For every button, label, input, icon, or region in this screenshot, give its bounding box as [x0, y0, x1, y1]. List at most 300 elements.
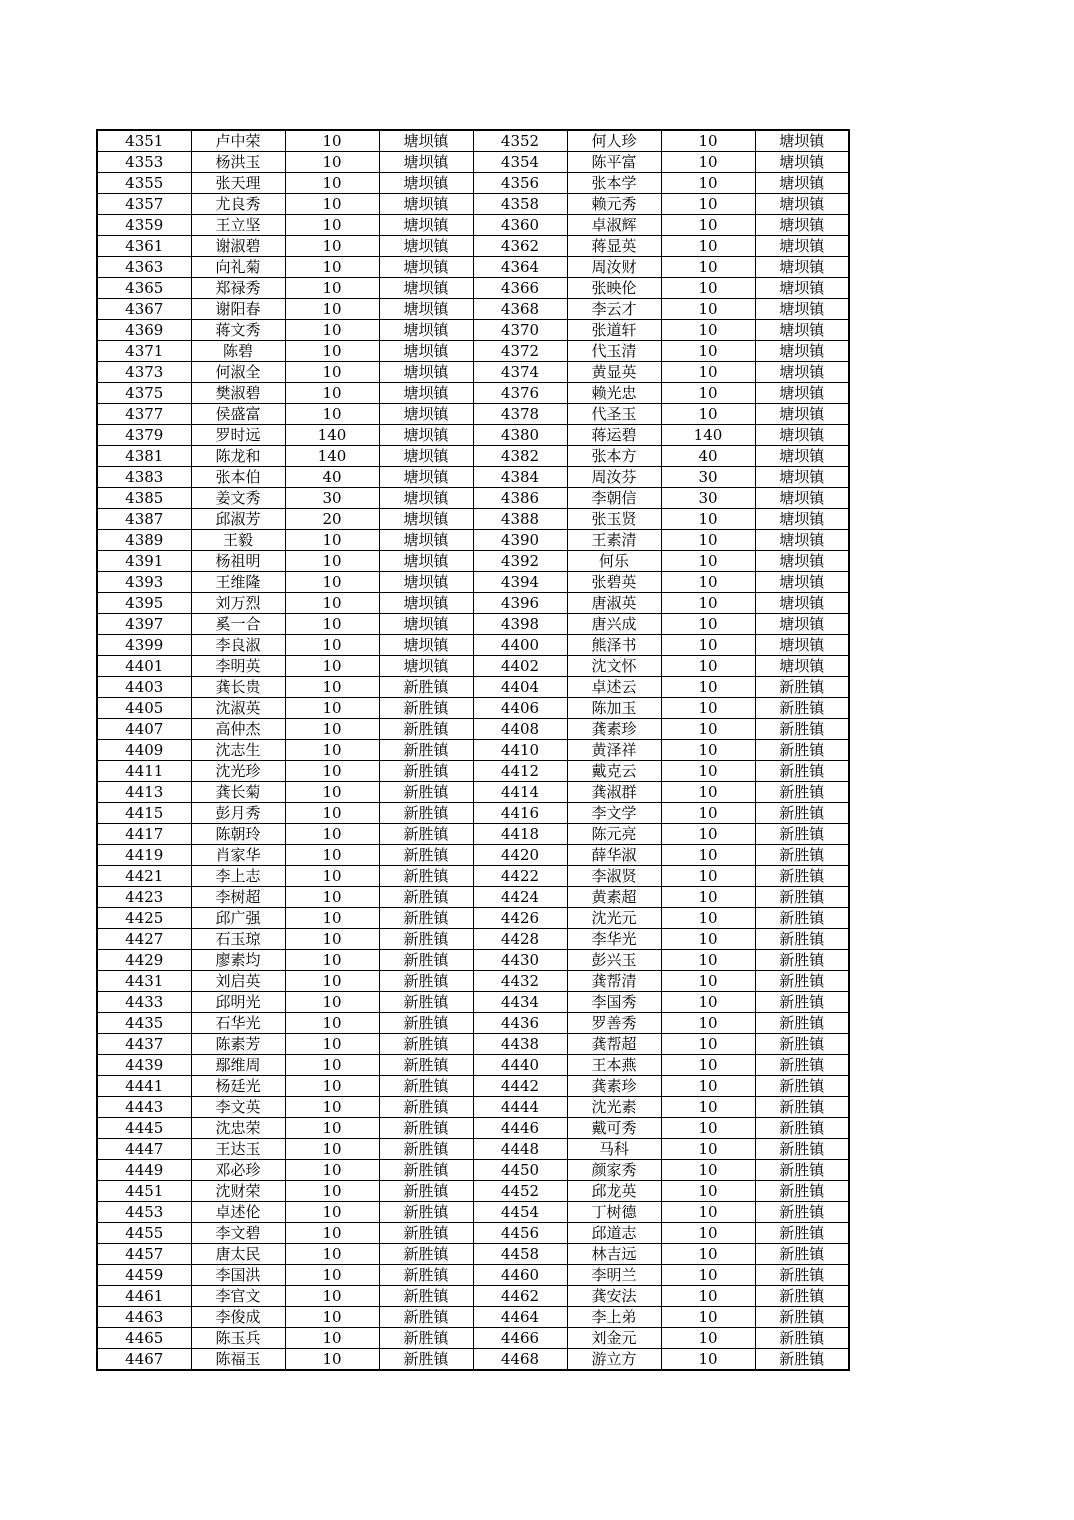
town-cell: 新胜镇 [379, 1265, 473, 1286]
serial-number-cell: 4424 [473, 887, 567, 908]
town-cell: 新胜镇 [755, 1202, 849, 1223]
amount-cell: 10 [285, 593, 379, 614]
name-cell: 李淑贤 [567, 866, 661, 887]
name-cell: 李树超 [191, 887, 285, 908]
town-cell: 新胜镇 [755, 887, 849, 908]
town-cell: 塘坝镇 [755, 320, 849, 341]
table-row [97, 887, 849, 908]
name-cell: 李国洪 [191, 1265, 285, 1286]
town-cell: 塘坝镇 [755, 446, 849, 467]
table-row [97, 1244, 849, 1265]
table-row [97, 761, 849, 782]
serial-number-cell: 4363 [97, 257, 191, 278]
name-cell: 李文碧 [191, 1223, 285, 1244]
serial-number-cell: 4374 [473, 362, 567, 383]
serial-number-cell: 4379 [97, 425, 191, 446]
amount-cell: 10 [285, 383, 379, 404]
town-cell: 塘坝镇 [755, 299, 849, 320]
name-cell: 陈玉兵 [191, 1328, 285, 1349]
town-cell: 新胜镇 [755, 824, 849, 845]
town-cell: 塘坝镇 [379, 635, 473, 656]
serial-number-cell: 4372 [473, 341, 567, 362]
amount-cell: 10 [285, 1139, 379, 1160]
table-row [97, 1097, 849, 1118]
serial-number-cell: 4442 [473, 1076, 567, 1097]
name-cell: 尤良秀 [191, 194, 285, 215]
name-cell: 李云才 [567, 299, 661, 320]
serial-number-cell: 4440 [473, 1055, 567, 1076]
town-cell: 新胜镇 [379, 1244, 473, 1265]
amount-cell: 10 [661, 782, 755, 803]
name-cell: 石华光 [191, 1013, 285, 1034]
town-cell: 新胜镇 [379, 719, 473, 740]
name-cell: 蒋显英 [567, 236, 661, 257]
serial-number-cell: 4378 [473, 404, 567, 425]
name-cell: 李文学 [567, 803, 661, 824]
name-cell: 李明英 [191, 656, 285, 677]
amount-cell: 10 [285, 1097, 379, 1118]
name-cell: 张天理 [191, 173, 285, 194]
town-cell: 塘坝镇 [755, 551, 849, 572]
serial-number-cell: 4364 [473, 257, 567, 278]
serial-number-cell: 4418 [473, 824, 567, 845]
serial-number-cell: 4356 [473, 173, 567, 194]
name-cell: 邓必珍 [191, 1160, 285, 1181]
serial-number-cell: 4456 [473, 1223, 567, 1244]
name-cell: 肖家华 [191, 845, 285, 866]
town-cell: 塘坝镇 [379, 530, 473, 551]
name-cell: 向礼菊 [191, 257, 285, 278]
name-cell: 沈光珍 [191, 761, 285, 782]
name-cell: 何淑全 [191, 362, 285, 383]
serial-number-cell: 4409 [97, 740, 191, 761]
town-cell: 新胜镇 [755, 1097, 849, 1118]
table-row [97, 782, 849, 803]
town-cell: 新胜镇 [379, 677, 473, 698]
name-cell: 张碧英 [567, 572, 661, 593]
town-cell: 塘坝镇 [379, 614, 473, 635]
serial-number-cell: 4396 [473, 593, 567, 614]
data-table [96, 129, 850, 1371]
table-row [97, 698, 849, 719]
town-cell: 新胜镇 [755, 782, 849, 803]
serial-number-cell: 4357 [97, 194, 191, 215]
name-cell: 戴可秀 [567, 1118, 661, 1139]
town-cell: 新胜镇 [755, 1118, 849, 1139]
serial-number-cell: 4467 [97, 1349, 191, 1371]
town-cell: 新胜镇 [379, 1286, 473, 1307]
town-cell: 新胜镇 [755, 719, 849, 740]
name-cell: 卓淑辉 [567, 215, 661, 236]
amount-cell: 10 [661, 761, 755, 782]
serial-number-cell: 4445 [97, 1118, 191, 1139]
serial-number-cell: 4421 [97, 866, 191, 887]
town-cell: 新胜镇 [379, 1202, 473, 1223]
serial-number-cell: 4394 [473, 572, 567, 593]
name-cell: 代圣玉 [567, 404, 661, 425]
table-row [97, 446, 849, 467]
name-cell: 李朝信 [567, 488, 661, 509]
town-cell: 新胜镇 [755, 1013, 849, 1034]
name-cell: 邱淑芳 [191, 509, 285, 530]
amount-cell: 10 [661, 1328, 755, 1349]
amount-cell: 10 [661, 152, 755, 173]
name-cell: 陈朝玲 [191, 824, 285, 845]
amount-cell: 30 [661, 467, 755, 488]
town-cell: 新胜镇 [379, 1328, 473, 1349]
name-cell: 沈淑英 [191, 698, 285, 719]
amount-cell: 10 [285, 824, 379, 845]
amount-cell: 10 [285, 1160, 379, 1181]
table-row [97, 803, 849, 824]
amount-cell: 10 [661, 551, 755, 572]
name-cell: 赖元秀 [567, 194, 661, 215]
amount-cell: 10 [285, 320, 379, 341]
town-cell: 塘坝镇 [755, 236, 849, 257]
town-cell: 新胜镇 [379, 740, 473, 761]
town-cell: 塘坝镇 [755, 467, 849, 488]
table-row [97, 971, 849, 992]
name-cell: 杨廷光 [191, 1076, 285, 1097]
name-cell: 姜文秀 [191, 488, 285, 509]
town-cell: 塘坝镇 [755, 488, 849, 509]
serial-number-cell: 4441 [97, 1076, 191, 1097]
amount-cell: 10 [285, 1286, 379, 1307]
serial-number-cell: 4435 [97, 1013, 191, 1034]
name-cell: 颜家秀 [567, 1160, 661, 1181]
name-cell: 龚长贵 [191, 677, 285, 698]
table-row [97, 1265, 849, 1286]
serial-number-cell: 4459 [97, 1265, 191, 1286]
name-cell: 代玉清 [567, 341, 661, 362]
town-cell: 新胜镇 [755, 971, 849, 992]
town-cell: 新胜镇 [755, 761, 849, 782]
town-cell: 新胜镇 [755, 992, 849, 1013]
name-cell: 张本学 [567, 173, 661, 194]
amount-cell: 10 [285, 845, 379, 866]
serial-number-cell: 4354 [473, 152, 567, 173]
serial-number-cell: 4368 [473, 299, 567, 320]
town-cell: 塘坝镇 [755, 278, 849, 299]
name-cell: 龚素珍 [567, 719, 661, 740]
table-row [97, 908, 849, 929]
town-cell: 塘坝镇 [379, 488, 473, 509]
serial-number-cell: 4360 [473, 215, 567, 236]
name-cell: 黄泽祥 [567, 740, 661, 761]
name-cell: 谢阳春 [191, 299, 285, 320]
town-cell: 塘坝镇 [379, 320, 473, 341]
town-cell: 新胜镇 [379, 887, 473, 908]
serial-number-cell: 4451 [97, 1181, 191, 1202]
serial-number-cell: 4464 [473, 1307, 567, 1328]
serial-number-cell: 4462 [473, 1286, 567, 1307]
serial-number-cell: 4375 [97, 383, 191, 404]
table-body [97, 130, 849, 1370]
town-cell: 塘坝镇 [379, 404, 473, 425]
town-cell: 新胜镇 [379, 992, 473, 1013]
name-cell: 罗时远 [191, 425, 285, 446]
serial-number-cell: 4448 [473, 1139, 567, 1160]
amount-cell: 10 [661, 1307, 755, 1328]
serial-number-cell: 4415 [97, 803, 191, 824]
serial-number-cell: 4436 [473, 1013, 567, 1034]
town-cell: 新胜镇 [755, 677, 849, 698]
serial-number-cell: 4408 [473, 719, 567, 740]
serial-number-cell: 4427 [97, 929, 191, 950]
serial-number-cell: 4388 [473, 509, 567, 530]
amount-cell: 10 [661, 1055, 755, 1076]
name-cell: 唐太民 [191, 1244, 285, 1265]
serial-number-cell: 4443 [97, 1097, 191, 1118]
amount-cell: 10 [661, 572, 755, 593]
table-row [97, 719, 849, 740]
amount-cell: 10 [661, 341, 755, 362]
amount-cell: 10 [285, 908, 379, 929]
town-cell: 塘坝镇 [379, 593, 473, 614]
name-cell: 王达玉 [191, 1139, 285, 1160]
town-cell: 新胜镇 [379, 1181, 473, 1202]
name-cell: 邱龙英 [567, 1181, 661, 1202]
town-cell: 新胜镇 [379, 698, 473, 719]
town-cell: 塘坝镇 [755, 257, 849, 278]
amount-cell: 10 [285, 761, 379, 782]
name-cell: 龚淑群 [567, 782, 661, 803]
town-cell: 塘坝镇 [755, 362, 849, 383]
name-cell: 刘启英 [191, 971, 285, 992]
serial-number-cell: 4369 [97, 320, 191, 341]
table-row [97, 278, 849, 299]
town-cell: 新胜镇 [379, 1223, 473, 1244]
amount-cell: 10 [661, 1076, 755, 1097]
table-row [97, 992, 849, 1013]
serial-number-cell: 4465 [97, 1328, 191, 1349]
name-cell: 卓述伦 [191, 1202, 285, 1223]
serial-number-cell: 4455 [97, 1223, 191, 1244]
serial-number-cell: 4367 [97, 299, 191, 320]
town-cell: 新胜镇 [379, 1160, 473, 1181]
amount-cell: 10 [285, 341, 379, 362]
name-cell: 侯盛富 [191, 404, 285, 425]
town-cell: 新胜镇 [379, 908, 473, 929]
table-row [97, 488, 849, 509]
name-cell: 周汝芬 [567, 467, 661, 488]
town-cell: 塘坝镇 [755, 152, 849, 173]
table-row [97, 404, 849, 425]
name-cell: 刘万烈 [191, 593, 285, 614]
table-row [97, 341, 849, 362]
table-row [97, 215, 849, 236]
name-cell: 卓述云 [567, 677, 661, 698]
serial-number-cell: 4419 [97, 845, 191, 866]
serial-number-cell: 4411 [97, 761, 191, 782]
serial-number-cell: 4453 [97, 1202, 191, 1223]
table-row [97, 1202, 849, 1223]
name-cell: 张玉贤 [567, 509, 661, 530]
town-cell: 塘坝镇 [379, 425, 473, 446]
table-row [97, 257, 849, 278]
serial-number-cell: 4422 [473, 866, 567, 887]
table-row [97, 1034, 849, 1055]
town-cell: 新胜镇 [755, 1244, 849, 1265]
name-cell: 龚长菊 [191, 782, 285, 803]
amount-cell: 10 [661, 908, 755, 929]
town-cell: 新胜镇 [379, 1118, 473, 1139]
town-cell: 新胜镇 [755, 1055, 849, 1076]
amount-cell: 10 [661, 1118, 755, 1139]
amount-cell: 10 [661, 1139, 755, 1160]
amount-cell: 10 [661, 383, 755, 404]
town-cell: 新胜镇 [755, 950, 849, 971]
amount-cell: 10 [285, 1034, 379, 1055]
table-row [97, 467, 849, 488]
serial-number-cell: 4352 [473, 130, 567, 152]
amount-cell: 10 [285, 950, 379, 971]
table-row [97, 845, 849, 866]
serial-number-cell: 4429 [97, 950, 191, 971]
name-cell: 李官文 [191, 1286, 285, 1307]
name-cell: 石玉琼 [191, 929, 285, 950]
town-cell: 新胜镇 [755, 866, 849, 887]
serial-number-cell: 4433 [97, 992, 191, 1013]
amount-cell: 10 [661, 1181, 755, 1202]
name-cell: 薛华淑 [567, 845, 661, 866]
town-cell: 新胜镇 [755, 1328, 849, 1349]
town-cell: 新胜镇 [379, 1013, 473, 1034]
name-cell: 奚一合 [191, 614, 285, 635]
amount-cell: 10 [285, 130, 379, 152]
amount-cell: 10 [661, 1013, 755, 1034]
town-cell: 塘坝镇 [379, 572, 473, 593]
town-cell: 新胜镇 [755, 845, 849, 866]
amount-cell: 10 [285, 1223, 379, 1244]
name-cell: 邱明光 [191, 992, 285, 1013]
amount-cell: 10 [661, 656, 755, 677]
name-cell: 陈元亮 [567, 824, 661, 845]
town-cell: 新胜镇 [379, 866, 473, 887]
amount-cell: 10 [661, 677, 755, 698]
amount-cell: 10 [285, 404, 379, 425]
table-row [97, 551, 849, 572]
town-cell: 塘坝镇 [379, 257, 473, 278]
amount-cell: 30 [285, 488, 379, 509]
amount-cell: 10 [285, 656, 379, 677]
amount-cell: 10 [285, 887, 379, 908]
serial-number-cell: 4366 [473, 278, 567, 299]
table-row [97, 152, 849, 173]
serial-number-cell: 4403 [97, 677, 191, 698]
name-cell: 沈忠荣 [191, 1118, 285, 1139]
serial-number-cell: 4387 [97, 509, 191, 530]
table-row [97, 1307, 849, 1328]
amount-cell: 10 [661, 257, 755, 278]
name-cell: 彭月秀 [191, 803, 285, 824]
amount-cell: 10 [285, 782, 379, 803]
serial-number-cell: 4384 [473, 467, 567, 488]
serial-number-cell: 4370 [473, 320, 567, 341]
table-row [97, 173, 849, 194]
town-cell: 塘坝镇 [755, 572, 849, 593]
amount-cell: 140 [285, 425, 379, 446]
town-cell: 新胜镇 [379, 782, 473, 803]
amount-cell: 10 [285, 698, 379, 719]
town-cell: 塘坝镇 [379, 656, 473, 677]
amount-cell: 10 [285, 866, 379, 887]
amount-cell: 10 [661, 824, 755, 845]
table-row [97, 656, 849, 677]
amount-cell: 10 [285, 236, 379, 257]
town-cell: 塘坝镇 [755, 341, 849, 362]
town-cell: 新胜镇 [755, 803, 849, 824]
serial-number-cell: 4365 [97, 278, 191, 299]
serial-number-cell: 4466 [473, 1328, 567, 1349]
table-row [97, 824, 849, 845]
table-row [97, 130, 849, 152]
table-row [97, 194, 849, 215]
serial-number-cell: 4395 [97, 593, 191, 614]
serial-number-cell: 4468 [473, 1349, 567, 1371]
name-cell: 唐淑英 [567, 593, 661, 614]
town-cell: 新胜镇 [755, 908, 849, 929]
amount-cell: 10 [285, 152, 379, 173]
serial-number-cell: 4407 [97, 719, 191, 740]
serial-number-cell: 4381 [97, 446, 191, 467]
town-cell: 塘坝镇 [755, 194, 849, 215]
town-cell: 塘坝镇 [379, 152, 473, 173]
town-cell: 新胜镇 [379, 950, 473, 971]
town-cell: 新胜镇 [755, 1034, 849, 1055]
town-cell: 塘坝镇 [755, 215, 849, 236]
town-cell: 新胜镇 [755, 1076, 849, 1097]
serial-number-cell: 4428 [473, 929, 567, 950]
town-cell: 新胜镇 [755, 740, 849, 761]
serial-number-cell: 4439 [97, 1055, 191, 1076]
amount-cell: 10 [661, 950, 755, 971]
amount-cell: 140 [661, 425, 755, 446]
serial-number-cell: 4402 [473, 656, 567, 677]
town-cell: 塘坝镇 [755, 656, 849, 677]
amount-cell: 10 [285, 971, 379, 992]
serial-number-cell: 4397 [97, 614, 191, 635]
town-cell: 新胜镇 [755, 1160, 849, 1181]
amount-cell: 10 [661, 236, 755, 257]
amount-cell: 10 [285, 1118, 379, 1139]
serial-number-cell: 4401 [97, 656, 191, 677]
table-row [97, 593, 849, 614]
town-cell: 塘坝镇 [755, 383, 849, 404]
serial-number-cell: 4423 [97, 887, 191, 908]
serial-number-cell: 4392 [473, 551, 567, 572]
amount-cell: 40 [661, 446, 755, 467]
name-cell: 黄素超 [567, 887, 661, 908]
town-cell: 塘坝镇 [379, 215, 473, 236]
serial-number-cell: 4430 [473, 950, 567, 971]
table-row [97, 677, 849, 698]
name-cell: 刘金元 [567, 1328, 661, 1349]
town-cell: 塘坝镇 [379, 383, 473, 404]
town-cell: 塘坝镇 [755, 530, 849, 551]
amount-cell: 10 [661, 509, 755, 530]
name-cell: 游立方 [567, 1349, 661, 1371]
table-row [97, 1139, 849, 1160]
table-row [97, 1181, 849, 1202]
table-row [97, 425, 849, 446]
amount-cell: 10 [285, 635, 379, 656]
serial-number-cell: 4353 [97, 152, 191, 173]
amount-cell: 10 [285, 614, 379, 635]
table-row [97, 635, 849, 656]
serial-number-cell: 4458 [473, 1244, 567, 1265]
amount-cell: 10 [661, 320, 755, 341]
